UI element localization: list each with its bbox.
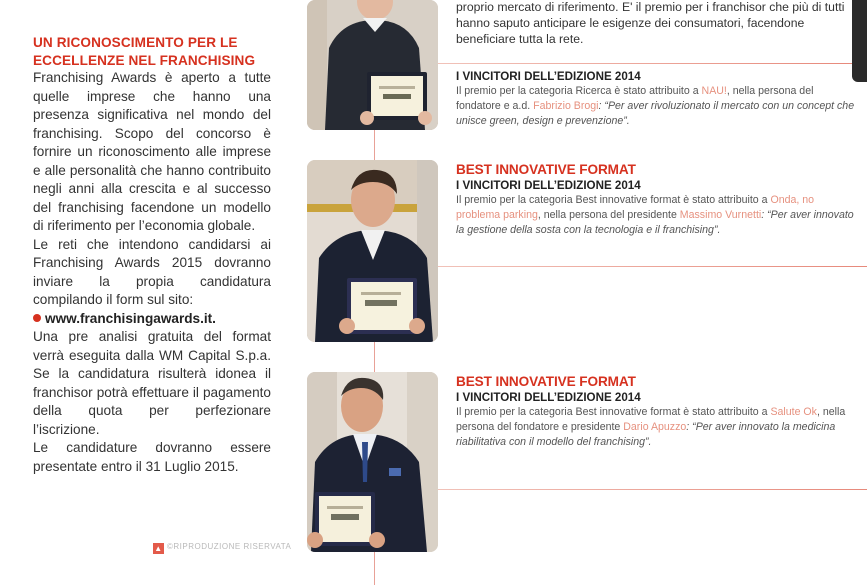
section-heading-2: BEST INNOVATIVE FORMAT — [456, 162, 636, 177]
winners-person-1: Fabrizio Brogi — [533, 100, 599, 113]
left-column — [33, 34, 271, 476]
red-dot-bullet-icon — [33, 314, 41, 322]
winners-body-3-mid: , nella persona del fondatore e presidente — [456, 406, 846, 434]
winners-body-3 — [456, 405, 861, 451]
publisher-logo-icon: ▲ — [154, 544, 163, 553]
footer-copyright — [153, 542, 291, 554]
winners-brand-2: Onda, no problema parking — [456, 194, 815, 222]
left-paragraph-2: Le reti che intendono candidarsi ai Franchising Awards 2015 dovranno inviare la propia candidatura compilando il form sul sito: — [33, 236, 271, 307]
section-divider-1 — [438, 63, 853, 64]
winners-person-2: Massimo Vurnetti — [679, 209, 762, 222]
footer-copyright-text: ©RIPRODUZIONE RISERVATA — [167, 542, 292, 551]
award-section-3 — [456, 373, 861, 451]
winner-photo-3 — [307, 372, 438, 552]
page-edge-tab — [852, 0, 867, 82]
winners-quote-3: : “Per aver innovato la medicina riabilitativa con il modello del franchising”. — [456, 421, 836, 449]
winners-brand-3: Salute Ok — [770, 406, 817, 418]
left-paragraph-4: Le candidature dovranno essere presentate entro il 31 Luglio 2015. — [33, 440, 271, 474]
winners-body-1-mid: , nella persona del fondatore e a.d. — [456, 85, 814, 113]
winner-photo-1 — [307, 0, 438, 130]
winners-body-2 — [456, 193, 861, 239]
winners-body-1-pre: Il premio per la categoria Ricerca è stato attribuito a — [456, 85, 702, 97]
section-heading-3: BEST INNOVATIVE FORMAT — [456, 374, 636, 389]
winners-heading-3: I VINCITORI DELL’EDIZIONE 2014 — [456, 391, 641, 404]
website-link[interactable]: www.franchisingawards.it. — [45, 310, 216, 326]
section-divider-3 — [438, 489, 867, 490]
left-body — [33, 69, 271, 476]
left-title: UN RICONOSCIMENTO PER LE ECCELLENZE NEL FRANCHISING — [33, 35, 256, 68]
winners-body-2-pre: Il premio per la categoria Best innovative format è stato attribuito a — [456, 194, 771, 206]
winners-quote-2: : “Per aver innovato la gestione della sosta con la tecnologia e il franchising”. — [456, 209, 854, 237]
award-section-1 — [456, 69, 861, 130]
left-paragraph-3: Una pre analisi gratuita del format verrà eseguita dalla WM Capital S.p.a. Se la candidatura risulterà idonea il franchisor potrà effettuare il pagamento della quota per perfezionare l’iscrizione. — [33, 329, 271, 437]
intro-text: proprio mercato di riferimento. E' il premio per i franchisor che più di tutti hanno saputo anticipare le esigenze dei consumatori, facendone beneficiare tutta la rete. — [456, 0, 845, 46]
winners-body-2-mid: , nella persona del presidente — [537, 209, 680, 222]
winners-body-3-pre: Il premio per la categoria Best innovative format è stato attribuito a — [456, 406, 771, 418]
winners-person-3: Dario Apuzzo — [623, 421, 687, 434]
website-line — [33, 310, 271, 329]
left-paragraph-1: Franchising Awards è aperto a tutte quelle imprese che hanno una presenza significativa nel mondo del franchising. Scopo del concorso è fornire un riconoscimento alle imprese e alle personalità che hanno contribuito negli anni alla crescita e al successo del franchising facendone un modello di riferimento per l’economia globale. — [33, 70, 271, 233]
winners-body-1 — [456, 84, 861, 130]
section-divider-2 — [438, 266, 867, 267]
winners-brand-1: NAU! — [701, 85, 727, 97]
award-section-2 — [456, 161, 861, 239]
winners-heading-2: I VINCITORI DELL’EDIZIONE 2014 — [456, 179, 641, 192]
winners-quote-1: : “Per aver rivoluzionato il mercato con un concept che unisce green, design e prevenzione”. — [456, 100, 855, 128]
winners-heading-1: I VINCITORI DELL’EDIZIONE 2014 — [456, 70, 641, 83]
winner-photo-2 — [307, 160, 438, 342]
